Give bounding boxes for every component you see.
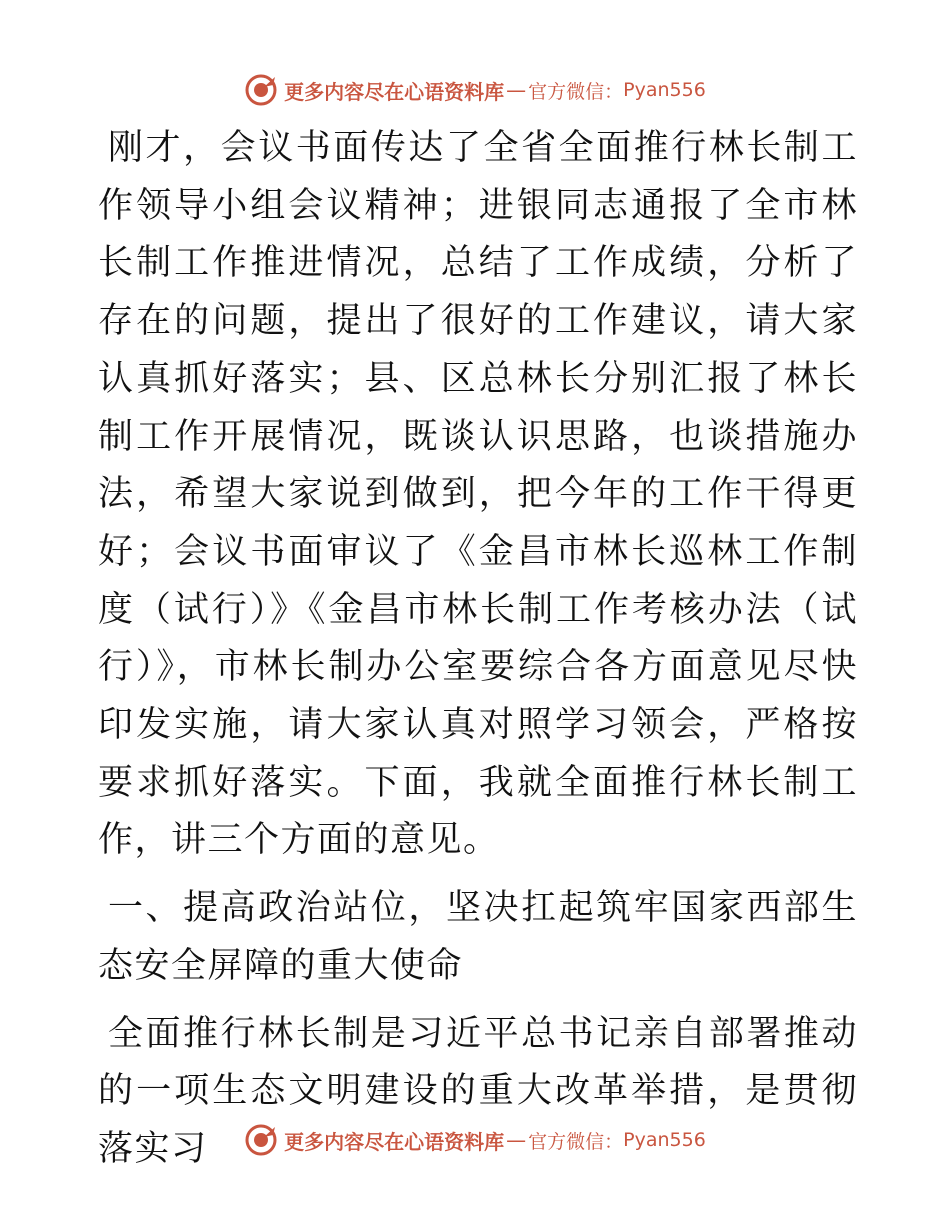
watermark-brand: 更多内容尽在心语资料库 (284, 79, 505, 104)
document-body (98, 120, 858, 1179)
watermark-wechat-label: 官方微信： (528, 80, 624, 103)
paragraph-2: 全面推行林长制是习近平总书记亲自部署推动的一项生态文明建设的重大改革举措，是贯彻落实习 (98, 1013, 858, 1169)
paragraph-1: 刚才，会议书面传达了全省全面推行林长制工作领导小组会议精神；进银同志通报了全市林长制工作推进情况，总结了工作成绩，分析了存在的问题，提出了很好的工作建议，请大家认真抓好落实；县、区总林长分别汇报了林长制工作开展情况，既谈认识思路，也谈措施办法，希望大家说到做到，把今年的工作干得更好；会议书面审议了《金昌市林长巡林工作制度（试行）》《金昌市林长制工作考核办法（试行）》，市林长制办公室要综合各方面意见尽快印发实施，请大家认真对照学习领会，严格按要求抓好落实。下面，我就全面推行林长制工作，讲三个方面的意见。 (98, 128, 858, 861)
watermark-brand: 更多内容尽在心语资料库 (284, 1129, 505, 1154)
logo-icon (244, 1123, 278, 1157)
watermark-separator: — (506, 78, 527, 102)
watermark-wechat-account: Pyan556 (623, 1129, 706, 1151)
watermark-wechat-label: 官方微信： (528, 1130, 624, 1153)
logo-icon (244, 73, 278, 107)
header-watermark (0, 70, 950, 110)
watermark-separator: — (506, 1128, 527, 1152)
section-heading-1: 一、提高政治站位，坚决扛起筑牢国家西部生态安全屏障的重大使命 (98, 888, 858, 986)
watermark-wechat-account: Pyan556 (623, 79, 706, 101)
footer-watermark (0, 1120, 950, 1160)
